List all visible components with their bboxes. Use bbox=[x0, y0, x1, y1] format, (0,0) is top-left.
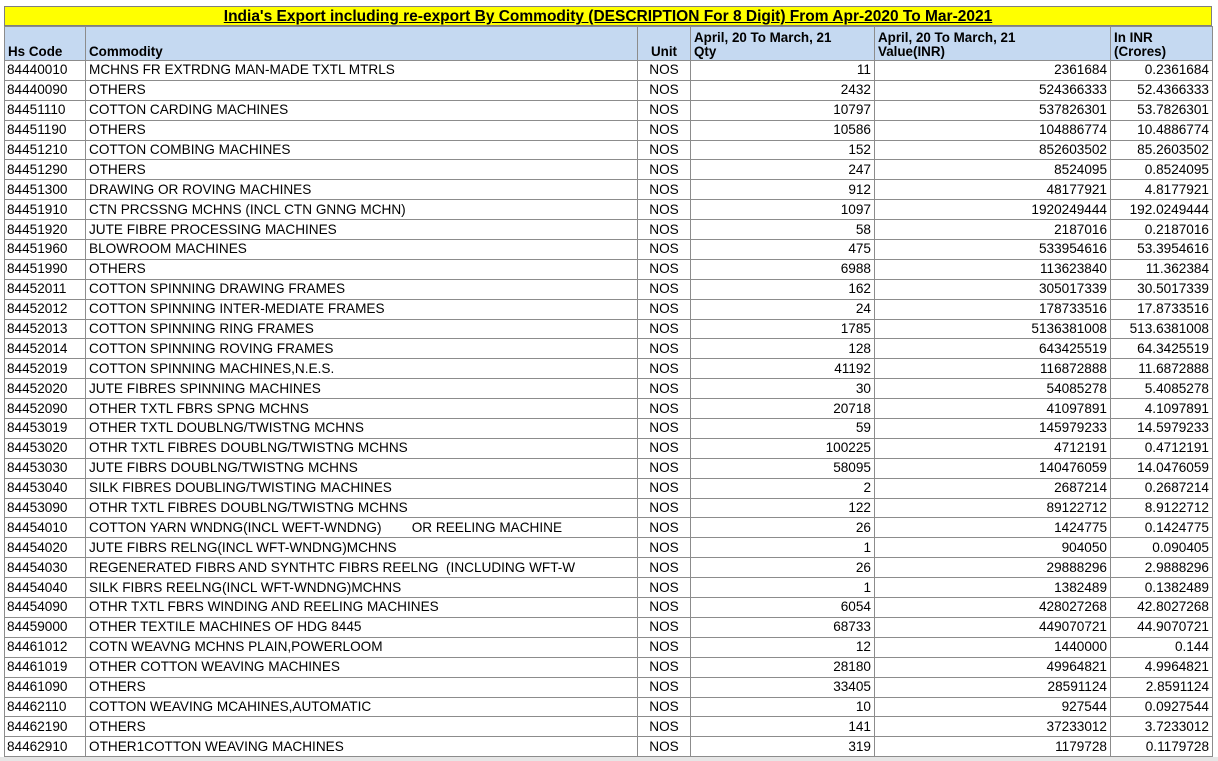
crores-cell: 14.5979233 bbox=[1111, 419, 1213, 439]
commodity-cell: MCHNS FR EXTRDNG MAN-MADE TXTL MTRLS bbox=[86, 61, 638, 81]
hs-code-cell: 84452014 bbox=[5, 339, 86, 359]
table-row bbox=[5, 419, 1213, 439]
crores-cell: 0.2687214 bbox=[1111, 478, 1213, 498]
qty-cell: 10586 bbox=[691, 120, 875, 140]
unit-cell: NOS bbox=[638, 438, 691, 458]
table-row bbox=[5, 200, 1213, 220]
crores-cell: 0.2361684 bbox=[1111, 61, 1213, 81]
table-row bbox=[5, 319, 1213, 339]
table-row bbox=[5, 717, 1213, 737]
qty-cell: 41192 bbox=[691, 359, 875, 379]
value-cell: 2687214 bbox=[875, 478, 1111, 498]
table-row bbox=[5, 617, 1213, 637]
commodity-cell: JUTE FIBRS RELNG(INCL WFT-WNDNG)MCHNS bbox=[86, 538, 638, 558]
crores-cell: 4.1097891 bbox=[1111, 399, 1213, 419]
hs-code-cell: 84453040 bbox=[5, 478, 86, 498]
value-cell: 1440000 bbox=[875, 637, 1111, 657]
qty-cell: 58 bbox=[691, 220, 875, 240]
value-cell: 8524095 bbox=[875, 160, 1111, 180]
unit-cell: NOS bbox=[638, 339, 691, 359]
table-row bbox=[5, 80, 1213, 100]
crores-cell: 11.362384 bbox=[1111, 259, 1213, 279]
value-cell: 5136381008 bbox=[875, 319, 1111, 339]
commodity-cell: OTHR TXTL FBRS WINDING AND REELING MACHINES bbox=[86, 598, 638, 618]
commodity-cell: OTHERS bbox=[86, 259, 638, 279]
value-cell: 1920249444 bbox=[875, 200, 1111, 220]
value-cell: 113623840 bbox=[875, 259, 1111, 279]
unit-cell: NOS bbox=[638, 737, 691, 757]
qty-cell: 2 bbox=[691, 478, 875, 498]
unit-cell: NOS bbox=[638, 259, 691, 279]
unit-cell: NOS bbox=[638, 80, 691, 100]
unit-cell: NOS bbox=[638, 399, 691, 419]
hs-code-cell: 84462110 bbox=[5, 697, 86, 717]
commodity-cell: DRAWING OR ROVING MACHINES bbox=[86, 180, 638, 200]
unit-cell: NOS bbox=[638, 617, 691, 637]
header-crores-line2: (Crores) bbox=[1114, 44, 1167, 59]
commodity-cell: OTHER COTTON WEAVING MACHINES bbox=[86, 657, 638, 677]
unit-cell: NOS bbox=[638, 180, 691, 200]
crores-cell: 17.8733516 bbox=[1111, 299, 1213, 319]
table-row bbox=[5, 498, 1213, 518]
hs-code-cell: 84451210 bbox=[5, 140, 86, 160]
sheet-bottom-edge bbox=[0, 757, 1218, 761]
qty-cell: 20718 bbox=[691, 399, 875, 419]
hs-code-cell: 84454030 bbox=[5, 558, 86, 578]
commodity-cell: COTTON SPINNING ROVING FRAMES bbox=[86, 339, 638, 359]
commodity-cell: COTTON CARDING MACHINES bbox=[86, 100, 638, 120]
value-cell: 1424775 bbox=[875, 518, 1111, 538]
table-row bbox=[5, 538, 1213, 558]
unit-cell: NOS bbox=[638, 200, 691, 220]
hs-code-cell: 84451190 bbox=[5, 120, 86, 140]
value-cell: 449070721 bbox=[875, 617, 1111, 637]
crores-cell: 0.2187016 bbox=[1111, 220, 1213, 240]
value-cell: 305017339 bbox=[875, 279, 1111, 299]
table-row bbox=[5, 220, 1213, 240]
value-cell: 2361684 bbox=[875, 61, 1111, 81]
table-row bbox=[5, 140, 1213, 160]
qty-cell: 1097 bbox=[691, 200, 875, 220]
commodity-cell: REGENERATED FIBRS AND SYNTHTC FIBRS REELNG (INCLUDING WFT-W bbox=[86, 558, 638, 578]
commodity-cell: COTN WEAVNG MCHNS PLAIN,POWERLOOM bbox=[86, 637, 638, 657]
qty-cell: 2432 bbox=[691, 80, 875, 100]
crores-cell: 4.8177921 bbox=[1111, 180, 1213, 200]
unit-cell: NOS bbox=[638, 419, 691, 439]
value-cell: 524366333 bbox=[875, 80, 1111, 100]
qty-cell: 10797 bbox=[691, 100, 875, 120]
commodity-cell: OTHR TXTL FIBRES DOUBLNG/TWISTNG MCHNS bbox=[86, 438, 638, 458]
qty-cell: 128 bbox=[691, 339, 875, 359]
value-cell: 41097891 bbox=[875, 399, 1111, 419]
table-row bbox=[5, 259, 1213, 279]
qty-cell: 141 bbox=[691, 717, 875, 737]
value-cell: 28591124 bbox=[875, 677, 1111, 697]
crores-cell: 10.4886774 bbox=[1111, 120, 1213, 140]
value-cell: 116872888 bbox=[875, 359, 1111, 379]
commodity-cell: CTN PRCSSNG MCHNS (INCL CTN GNNG MCHN) bbox=[86, 200, 638, 220]
value-cell: 927544 bbox=[875, 697, 1111, 717]
hs-code-cell: 84453019 bbox=[5, 419, 86, 439]
hs-code-cell: 84452090 bbox=[5, 399, 86, 419]
header-qty-label: Qty bbox=[694, 44, 717, 59]
header-crores bbox=[1111, 27, 1213, 61]
unit-cell: NOS bbox=[638, 697, 691, 717]
qty-cell: 912 bbox=[691, 180, 875, 200]
qty-cell: 12 bbox=[691, 637, 875, 657]
crores-cell: 0.0927544 bbox=[1111, 697, 1213, 717]
unit-cell: NOS bbox=[638, 637, 691, 657]
table-row bbox=[5, 737, 1213, 757]
value-cell: 145979233 bbox=[875, 419, 1111, 439]
hs-code-cell: 84454090 bbox=[5, 598, 86, 618]
unit-cell: NOS bbox=[638, 458, 691, 478]
hs-code-cell: 84452013 bbox=[5, 319, 86, 339]
value-cell: 54085278 bbox=[875, 379, 1111, 399]
crores-cell: 85.2603502 bbox=[1111, 140, 1213, 160]
unit-cell: NOS bbox=[638, 498, 691, 518]
unit-cell: NOS bbox=[638, 319, 691, 339]
qty-cell: 11 bbox=[691, 61, 875, 81]
commodity-cell: OTHR TXTL FIBRES DOUBLNG/TWISTNG MCHNS bbox=[86, 498, 638, 518]
crores-cell: 3.7233012 bbox=[1111, 717, 1213, 737]
qty-cell: 10 bbox=[691, 697, 875, 717]
crores-cell: 0.1424775 bbox=[1111, 518, 1213, 538]
table-row bbox=[5, 399, 1213, 419]
qty-cell: 100225 bbox=[691, 438, 875, 458]
unit-cell: NOS bbox=[638, 120, 691, 140]
hs-code-cell: 84440090 bbox=[5, 80, 86, 100]
crores-cell: 5.4085278 bbox=[1111, 379, 1213, 399]
qty-cell: 247 bbox=[691, 160, 875, 180]
qty-cell: 475 bbox=[691, 240, 875, 260]
value-cell: 904050 bbox=[875, 538, 1111, 558]
qty-cell: 26 bbox=[691, 518, 875, 538]
commodity-cell: OTHERS bbox=[86, 80, 638, 100]
hs-code-cell: 84451920 bbox=[5, 220, 86, 240]
hs-code-cell: 84452011 bbox=[5, 279, 86, 299]
unit-cell: NOS bbox=[638, 160, 691, 180]
hs-code-cell: 84454010 bbox=[5, 518, 86, 538]
value-cell: 1382489 bbox=[875, 578, 1111, 598]
unit-cell: NOS bbox=[638, 538, 691, 558]
value-cell: 428027268 bbox=[875, 598, 1111, 618]
hs-code-cell: 84453030 bbox=[5, 458, 86, 478]
crores-cell: 4.9964821 bbox=[1111, 657, 1213, 677]
table-row bbox=[5, 558, 1213, 578]
qty-cell: 6988 bbox=[691, 259, 875, 279]
value-cell: 1179728 bbox=[875, 737, 1111, 757]
table-row bbox=[5, 578, 1213, 598]
crores-cell: 52.4366333 bbox=[1111, 80, 1213, 100]
unit-cell: NOS bbox=[638, 578, 691, 598]
crores-cell: 42.8027268 bbox=[1111, 598, 1213, 618]
hs-code-cell: 84451990 bbox=[5, 259, 86, 279]
commodity-cell: OTHERS bbox=[86, 717, 638, 737]
table-row bbox=[5, 657, 1213, 677]
value-cell: 29888296 bbox=[875, 558, 1111, 578]
commodity-cell: OTHERS bbox=[86, 677, 638, 697]
hs-code-cell: 84461012 bbox=[5, 637, 86, 657]
unit-cell: NOS bbox=[638, 657, 691, 677]
unit-cell: NOS bbox=[638, 717, 691, 737]
commodity-cell: SILK FIBRES DOUBLING/TWISTING MACHINES bbox=[86, 478, 638, 498]
unit-cell: NOS bbox=[638, 299, 691, 319]
commodity-cell: COTTON SPINNING INTER-MEDIATE FRAMES bbox=[86, 299, 638, 319]
crores-cell: 30.5017339 bbox=[1111, 279, 1213, 299]
unit-cell: NOS bbox=[638, 359, 691, 379]
header-unit: Unit bbox=[638, 27, 691, 61]
hs-code-cell: 84453020 bbox=[5, 438, 86, 458]
qty-cell: 319 bbox=[691, 737, 875, 757]
commodity-cell: COTTON YARN WNDNG(INCL WEFT-WNDNG) OR REELING MACHINE bbox=[86, 518, 638, 538]
crores-cell: 192.0249444 bbox=[1111, 200, 1213, 220]
crores-cell: 44.9070721 bbox=[1111, 617, 1213, 637]
qty-cell: 58095 bbox=[691, 458, 875, 478]
header-qty bbox=[691, 27, 875, 61]
qty-cell: 33405 bbox=[691, 677, 875, 697]
commodity-cell: COTTON SPINNING MACHINES,N.E.S. bbox=[86, 359, 638, 379]
value-cell: 4712191 bbox=[875, 438, 1111, 458]
crores-cell: 64.3425519 bbox=[1111, 339, 1213, 359]
value-cell: 852603502 bbox=[875, 140, 1111, 160]
commodity-cell: OTHER TEXTILE MACHINES OF HDG 8445 bbox=[86, 617, 638, 637]
header-value-label: Value(INR) bbox=[878, 44, 945, 59]
value-cell: 89122712 bbox=[875, 498, 1111, 518]
commodity-cell: BLOWROOM MACHINES bbox=[86, 240, 638, 260]
header-crores-line1: In INR bbox=[1114, 30, 1153, 45]
unit-cell: NOS bbox=[638, 558, 691, 578]
table-row bbox=[5, 180, 1213, 200]
hs-code-cell: 84452020 bbox=[5, 379, 86, 399]
unit-cell: NOS bbox=[638, 100, 691, 120]
hs-code-cell: 84451110 bbox=[5, 100, 86, 120]
table-row bbox=[5, 478, 1213, 498]
value-cell: 49964821 bbox=[875, 657, 1111, 677]
table-row bbox=[5, 299, 1213, 319]
table-row bbox=[5, 120, 1213, 140]
hs-code-cell: 84451300 bbox=[5, 180, 86, 200]
header-commodity: Commodity bbox=[86, 27, 638, 61]
crores-cell: 0.144 bbox=[1111, 637, 1213, 657]
table-row bbox=[5, 240, 1213, 260]
hs-code-cell: 84461090 bbox=[5, 677, 86, 697]
hs-code-cell: 84459000 bbox=[5, 617, 86, 637]
qty-cell: 1 bbox=[691, 578, 875, 598]
crores-cell: 53.3954616 bbox=[1111, 240, 1213, 260]
commodity-cell: OTHER1COTTON WEAVING MACHINES bbox=[86, 737, 638, 757]
value-cell: 643425519 bbox=[875, 339, 1111, 359]
table-row bbox=[5, 697, 1213, 717]
unit-cell: NOS bbox=[638, 598, 691, 618]
value-cell: 2187016 bbox=[875, 220, 1111, 240]
qty-cell: 26 bbox=[691, 558, 875, 578]
hs-code-cell: 84462190 bbox=[5, 717, 86, 737]
table-body bbox=[5, 61, 1213, 757]
commodity-cell: OTHERS bbox=[86, 120, 638, 140]
header-qty-period: April, 20 To March, 21 bbox=[694, 30, 832, 45]
qty-cell: 30 bbox=[691, 379, 875, 399]
unit-cell: NOS bbox=[638, 518, 691, 538]
table-row bbox=[5, 339, 1213, 359]
value-cell: 537826301 bbox=[875, 100, 1111, 120]
commodity-cell: JUTE FIBRES SPINNING MACHINES bbox=[86, 379, 638, 399]
hs-code-cell: 84452019 bbox=[5, 359, 86, 379]
table-row bbox=[5, 100, 1213, 120]
qty-cell: 28180 bbox=[691, 657, 875, 677]
crores-cell: 0.8524095 bbox=[1111, 160, 1213, 180]
qty-cell: 68733 bbox=[691, 617, 875, 637]
hs-code-cell: 84454040 bbox=[5, 578, 86, 598]
crores-cell: 11.6872888 bbox=[1111, 359, 1213, 379]
value-cell: 37233012 bbox=[875, 717, 1111, 737]
value-cell: 140476059 bbox=[875, 458, 1111, 478]
unit-cell: NOS bbox=[638, 240, 691, 260]
commodity-table bbox=[4, 26, 1213, 757]
commodity-cell: SILK FIBRS REELNG(INCL WFT-WNDNG)MCHNS bbox=[86, 578, 638, 598]
crores-cell: 14.0476059 bbox=[1111, 458, 1213, 478]
crores-cell: 8.9122712 bbox=[1111, 498, 1213, 518]
table-row bbox=[5, 598, 1213, 618]
crores-cell: 0.1382489 bbox=[1111, 578, 1213, 598]
unit-cell: NOS bbox=[638, 379, 691, 399]
crores-cell: 513.6381008 bbox=[1111, 319, 1213, 339]
table-row bbox=[5, 61, 1213, 81]
table-row bbox=[5, 438, 1213, 458]
crores-cell: 2.8591124 bbox=[1111, 677, 1213, 697]
unit-cell: NOS bbox=[638, 61, 691, 81]
qty-cell: 1 bbox=[691, 538, 875, 558]
commodity-cell: COTTON SPINNING DRAWING FRAMES bbox=[86, 279, 638, 299]
header-value bbox=[875, 27, 1111, 61]
hs-code-cell: 84462910 bbox=[5, 737, 86, 757]
table-row bbox=[5, 160, 1213, 180]
header-hs-code: Hs Code bbox=[5, 27, 86, 61]
qty-cell: 162 bbox=[691, 279, 875, 299]
table-row bbox=[5, 458, 1213, 478]
table-row bbox=[5, 279, 1213, 299]
crores-cell: 2.9888296 bbox=[1111, 558, 1213, 578]
qty-cell: 152 bbox=[691, 140, 875, 160]
header-row bbox=[5, 27, 1213, 61]
commodity-cell: JUTE FIBRE PROCESSING MACHINES bbox=[86, 220, 638, 240]
spreadsheet bbox=[4, 6, 1212, 757]
hs-code-cell: 84452012 bbox=[5, 299, 86, 319]
crores-cell: 0.4712191 bbox=[1111, 438, 1213, 458]
commodity-cell: OTHERS bbox=[86, 160, 638, 180]
header-value-period: April, 20 To March, 21 bbox=[878, 30, 1016, 45]
commodity-cell: COTTON SPINNING RING FRAMES bbox=[86, 319, 638, 339]
unit-cell: NOS bbox=[638, 279, 691, 299]
hs-code-cell: 84461019 bbox=[5, 657, 86, 677]
table-row bbox=[5, 518, 1213, 538]
crores-cell: 0.1179728 bbox=[1111, 737, 1213, 757]
unit-cell: NOS bbox=[638, 478, 691, 498]
commodity-cell: COTTON WEAVING MCAHINES,AUTOMATIC bbox=[86, 697, 638, 717]
qty-cell: 1785 bbox=[691, 319, 875, 339]
value-cell: 533954616 bbox=[875, 240, 1111, 260]
crores-cell: 53.7826301 bbox=[1111, 100, 1213, 120]
commodity-cell: OTHER TXTL DOUBLNG/TWISTNG MCHNS bbox=[86, 419, 638, 439]
qty-cell: 6054 bbox=[691, 598, 875, 618]
unit-cell: NOS bbox=[638, 140, 691, 160]
value-cell: 104886774 bbox=[875, 120, 1111, 140]
hs-code-cell: 84454020 bbox=[5, 538, 86, 558]
table-row bbox=[5, 379, 1213, 399]
crores-cell: 0.090405 bbox=[1111, 538, 1213, 558]
unit-cell: NOS bbox=[638, 220, 691, 240]
hs-code-cell: 84451910 bbox=[5, 200, 86, 220]
commodity-cell: COTTON COMBING MACHINES bbox=[86, 140, 638, 160]
table-row bbox=[5, 677, 1213, 697]
commodity-cell: OTHER TXTL FBRS SPNG MCHNS bbox=[86, 399, 638, 419]
table-row bbox=[5, 637, 1213, 657]
hs-code-cell: 84451960 bbox=[5, 240, 86, 260]
table-row bbox=[5, 359, 1213, 379]
value-cell: 48177921 bbox=[875, 180, 1111, 200]
hs-code-cell: 84440010 bbox=[5, 61, 86, 81]
value-cell: 178733516 bbox=[875, 299, 1111, 319]
report-title: India's Export including re-export By Commodity (DESCRIPTION For 8 Digit) From Apr-2020 To Mar-2021 bbox=[4, 6, 1212, 26]
hs-code-cell: 84453090 bbox=[5, 498, 86, 518]
qty-cell: 122 bbox=[691, 498, 875, 518]
commodity-cell: JUTE FIBRS DOUBLNG/TWISTNG MCHNS bbox=[86, 458, 638, 478]
qty-cell: 59 bbox=[691, 419, 875, 439]
qty-cell: 24 bbox=[691, 299, 875, 319]
unit-cell: NOS bbox=[638, 677, 691, 697]
hs-code-cell: 84451290 bbox=[5, 160, 86, 180]
